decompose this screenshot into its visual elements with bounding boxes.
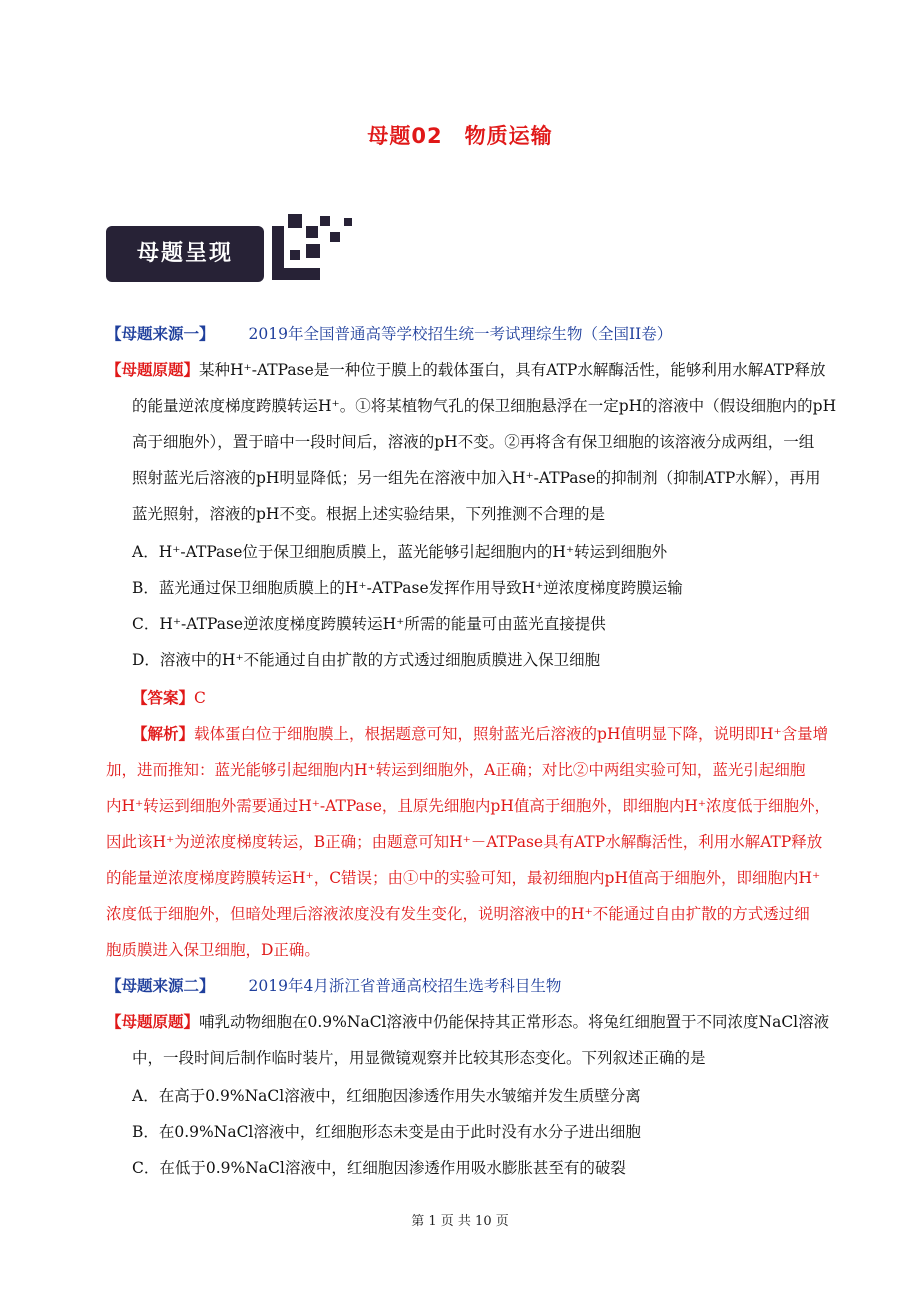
q1-analysis-line: 因此该H⁺为逆浓度梯度转运，B正确；由题意可知H⁺－ATPase具有ATP水解酶活性，利用水解ATP释放 (106, 833, 823, 851)
q2-option-c: C．在低于0.9%NaCl溶液中，红细胞因渗透作用吸水膨胀甚至有的破裂 (132, 1159, 626, 1177)
q1-option-d: D．溶液中的H⁺不能通过自由扩散的方式透过细胞质膜进入保卫细胞 (132, 651, 601, 669)
q1-source-label: 【母题来源一】 (106, 324, 215, 343)
q2-source (106, 974, 561, 996)
q1-stem-text: 某种H⁺-ATPase是一种位于膜上的载体蛋白，具有ATP水解酶活性，能够利用水解ATP释放 (199, 361, 826, 379)
q2-source-text: 2019年4月浙江省普通高校招生选考科目生物 (248, 977, 562, 995)
q1-analysis-line: 加，进而推知：蓝光能够引起细胞内H⁺转运到细胞外，A正确；对比②中两组实验可知，蓝光引起细胞 (106, 761, 806, 779)
q1-option-b: B．蓝光通过保卫细胞质膜上的H⁺-ATPase发挥作用导致H⁺逆浓度梯度跨膜运输 (132, 579, 683, 597)
q1-option-a: A．H⁺-ATPase位于保卫细胞质膜上，蓝光能够引起细胞内的H⁺转运到细胞外 (132, 543, 668, 561)
q2-source-label: 【母题来源二】 (106, 976, 215, 995)
q1-origin-label: 【母题原题】 (106, 360, 200, 379)
q2-option-a: A．在高于0.9%NaCl溶液中，红细胞因渗透作用失水皱缩并发生质壁分离 (132, 1087, 641, 1105)
q1-analysis-line: 浓度低于细胞外，但暗处理后溶液浓度没有发生变化，说明溶液中的H⁺不能通过自由扩散的方式透过细 (106, 905, 810, 923)
q1-stem-line: 蓝光照射，溶液的pH不变。根据上述实验结果，下列推测不合理的是 (132, 505, 605, 523)
q1-analysis-text: 载体蛋白位于细胞膜上，根据题意可知，照射蓝光后溶液的pH值明显下降，说明即H⁺含量增 (194, 725, 829, 743)
q2-option-b: B．在0.9%NaCl溶液中，红细胞形态未变是由于此时没有水分子进出细胞 (132, 1123, 641, 1141)
q1-analysis-line: 胞质膜进入保卫细胞，D正确。 (106, 941, 320, 959)
section-banner (106, 212, 356, 292)
page-footer: 第 1 页 共 10 页 (411, 1214, 509, 1229)
q1-analysis-line-1 (132, 722, 828, 744)
q1-answer-label: 【答案】 (132, 688, 195, 707)
banner-label: 母题呈现 (136, 241, 233, 266)
q1-stem-line: 的能量逆浓度梯度跨膜转运H⁺。①将某植物气孔的保卫细胞悬浮在一定pH的溶液中（假设细胞内的pH (132, 397, 837, 415)
q1-analysis-line: 的能量逆浓度梯度跨膜转运H⁺，C错误；由①中的实验可知，最初细胞内pH值高于细胞外，即细胞内H⁺ (106, 869, 821, 887)
q1-stem-line-1 (106, 358, 825, 380)
q1-stem-line: 照射蓝光后溶液的pH明显降低；另一组先在溶液中加入H⁺-ATPase的抑制剂（抑制ATP水解），再用 (132, 469, 821, 487)
q2-stem-line-1 (106, 1010, 829, 1032)
q1-option-c: C．H⁺-ATPase逆浓度梯度跨膜转运H⁺所需的能量可由蓝光直接提供 (132, 615, 606, 633)
q1-answer-value: C (194, 689, 206, 707)
page-title: 母题02 物质运输 (367, 124, 553, 148)
q1-analysis-label: 【解析】 (132, 724, 195, 743)
q1-source-text: 2019年全国普通高等学校招生统一考试理综生物（全国II卷） (248, 325, 673, 343)
q2-stem-text: 哺乳动物细胞在0.9%NaCl溶液中仍能保持其正常形态。将兔红细胞置于不同浓度NaCl溶液 (199, 1013, 830, 1031)
q1-analysis-line: 内H⁺转运到细胞外需要通过H⁺-ATPase，且原先细胞内pH值高于细胞外，即细胞内H⁺浓度低于细胞外， (106, 797, 831, 815)
q2-stem-line: 中，一段时间后制作临时装片，用显微镜观察并比较其形态变化。下列叙述正确的是 (132, 1049, 706, 1067)
q1-stem-line: 高于细胞外），置于暗中一段时间后，溶液的pH不变。②再将含有保卫细胞的该溶液分成两组，一组 (132, 433, 815, 451)
q1-source (106, 322, 672, 344)
q1-answer (132, 686, 206, 708)
q2-origin-label: 【母题原题】 (106, 1012, 200, 1031)
